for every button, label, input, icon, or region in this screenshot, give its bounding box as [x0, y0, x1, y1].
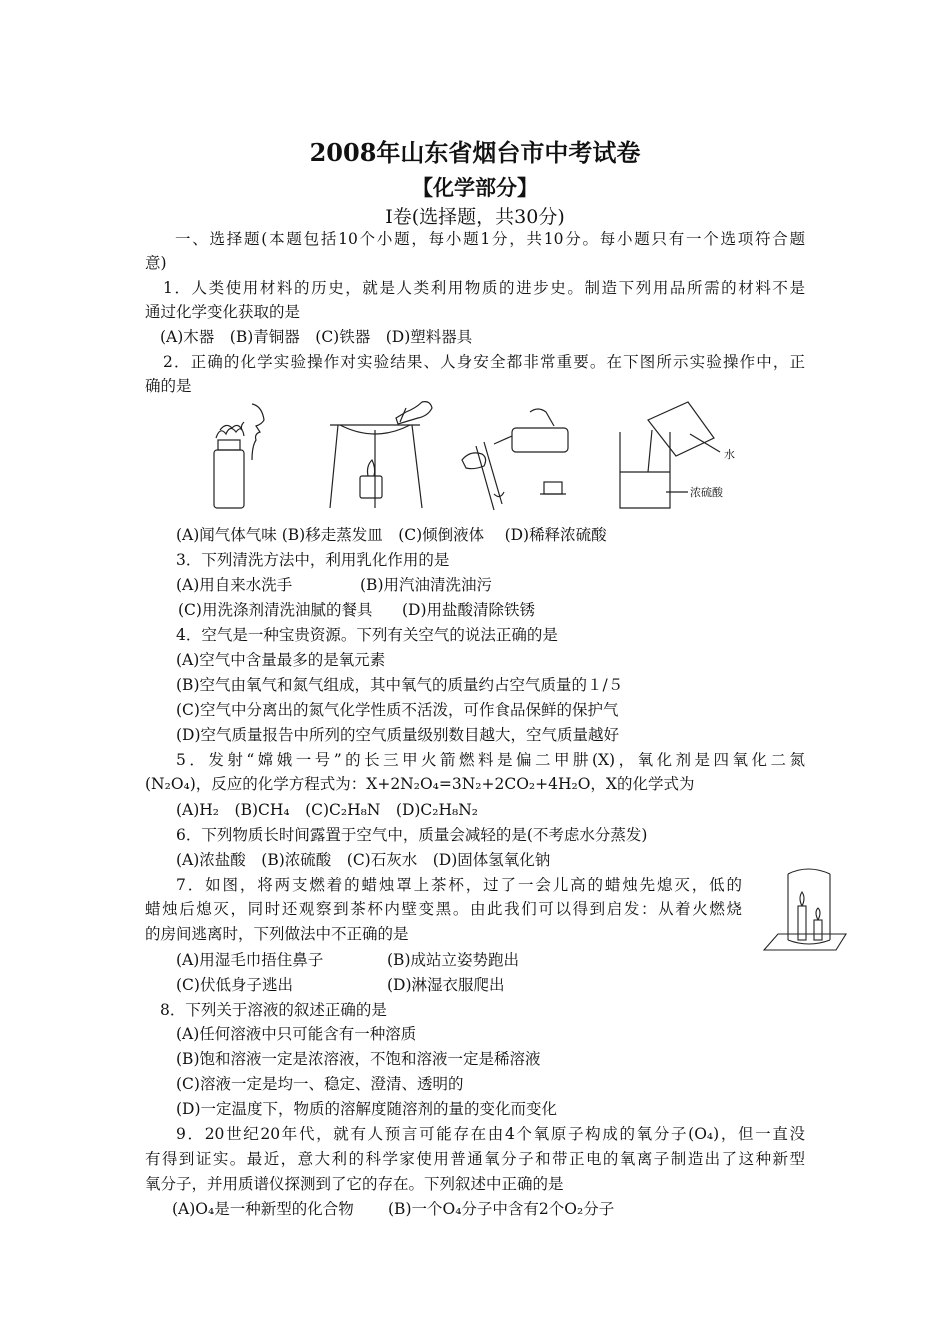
question-7-stem: 蜡烛后熄灭，同时还观察到茶杯内壁变黑。由此我们可以得到启发：从着火燃烧	[145, 900, 742, 918]
acid-label: 浓硫酸	[690, 486, 723, 499]
question-4-option-a: (A)空气中含量最多的是氧元素	[176, 651, 386, 669]
question-4-option-d: (D)空气质量报告中所列的空气质量级别数目越大，空气质量越好	[176, 726, 620, 744]
question-8-stem: 8．下列关于溶液的叙述正确的是	[160, 1001, 387, 1019]
question-1-stem: 通过化学变化获取的是	[145, 303, 301, 321]
pour-liquid-illustration	[462, 409, 568, 510]
evaporating-dish-illustration	[330, 402, 432, 508]
candles-under-cup-figure	[760, 862, 850, 958]
question-7-option-a: (A)用湿毛巾捂住鼻子	[176, 951, 324, 969]
question-5-stem: (N₂O₄)，反应的化学方程式为：X+2N₂O₄=3N₂+2CO₂+4H₂O，X的化学式为	[145, 775, 695, 793]
question-8-option-d: (D)一定温度下，物质的溶解度随溶剂的量的变化而变化	[176, 1100, 558, 1118]
question-4-option-c: (C)空气中分离出的氮气化学性质不活泼，可作食品保鲜的保护气	[176, 701, 619, 719]
question-5-options: (A)H₂ (B)CH₄ (C)C₂H₈N (D)C₂H₈N₂	[176, 801, 479, 819]
question-9-option-a: (A)O₄是一种新型的化合物	[172, 1200, 354, 1218]
question-7-option-b: (B)成站立姿势跑出	[387, 951, 519, 969]
question-9-stem: 氧分子，并用质谱仪探测到了它的存在。下列叙述中正确的是	[145, 1175, 564, 1193]
question-3-option-a: (A)用自来水洗手	[176, 576, 293, 594]
section-heading: 【化学部分】	[412, 175, 538, 200]
water-label: 水	[724, 448, 735, 461]
question-8-option-c: (C)溶液一定是均一、稳定、澄清、透明的	[176, 1075, 464, 1093]
question-8-option-a: (A)任何溶液中只可能含有一种溶质	[176, 1025, 417, 1043]
question-4-option-b: (B)空气由氧气和氮气组成，其中氧气的质量约占空气质量的１/５	[176, 676, 624, 694]
question-9-stem: 9．20世纪20年代，就有人预言可能存在由4个氧原子构成的氧分子(O₄)，但一直没	[176, 1125, 805, 1143]
question-7-option-d: (D)淋湿衣服爬出	[387, 976, 505, 994]
question-7-stem: 的房间逃离时，下列做法中不正确的是	[145, 925, 409, 943]
question-3-stem: 3．下列清洗方法中，利用乳化作用的是	[176, 551, 450, 569]
question-9-option-b: (B)一个O₄分子中含有2个O₂分子	[388, 1200, 615, 1218]
part-heading: Ⅰ卷(选择题，共30分)	[385, 206, 565, 228]
lab-operations-figure	[200, 400, 760, 518]
question-5-stem: 5．发射“嫦娥一号”的长三甲火箭燃料是偏二甲肼(X)，氧化剂是四氧化二氮	[176, 751, 805, 769]
question-3-option-b: (B)用汽油清洗油污	[360, 576, 492, 594]
page-title: 2008年山东省烟台市中考试卷	[309, 138, 641, 167]
question-6-options: (A)浓盐酸 (B)浓硫酸 (C)石灰水 (D)固体氢氧化钠	[176, 851, 551, 869]
question-8-option-b: (B)饱和溶液一定是浓溶液，不饱和溶液一定是稀溶液	[176, 1050, 541, 1068]
question-3-option-d: (D)用盐酸清除铁锈	[402, 601, 536, 619]
question-3-option-c: (C)用洗涤剂清洗油腻的餐具	[178, 601, 373, 619]
question-2-options: (A)闻气体气味 (B)移走蒸发皿 (C)倾倒液体 (D)稀释浓硫酸	[176, 526, 607, 544]
smell-gas-illustration	[214, 404, 264, 508]
question-2-stem: 确的是	[145, 377, 192, 395]
question-7-stem: 7．如图，将两支燃着的蜡烛罩上茶杯，过了一会儿高的蜡烛先熄灭，低的	[176, 876, 742, 894]
question-1-options: (A)木器 (B)青铜器 (C)铁器 (D)塑料器具	[160, 328, 473, 346]
question-7-option-c: (C)伏低身子逃出	[176, 976, 293, 994]
question-6-stem: 6．下列物质长时间露置于空气中，质量会减轻的是(不考虑水分蒸发)	[176, 826, 648, 844]
question-4-stem: 4．空气是一种宝贵资源。下列有关空气的说法正确的是	[176, 626, 558, 644]
intro-line: 一、选择题(本题包括10个小题，每小题1分，共10分。每小题只有一个选项符合题	[175, 230, 805, 248]
question-9-stem: 有得到证实。最近，意大利的科学家使用普通氧分子和带正电的氧离子制造出了这种新型	[145, 1150, 805, 1168]
question-1-stem: 1．人类使用材料的历史，就是人类利用物质的进步史。制造下列用品所需的材料不是	[163, 279, 805, 297]
intro-line: 意)	[145, 254, 167, 272]
question-2-stem: 2．正确的化学实验操作对实验结果、人身安全都非常重要。在下图所示实验操作中，正	[163, 353, 805, 371]
